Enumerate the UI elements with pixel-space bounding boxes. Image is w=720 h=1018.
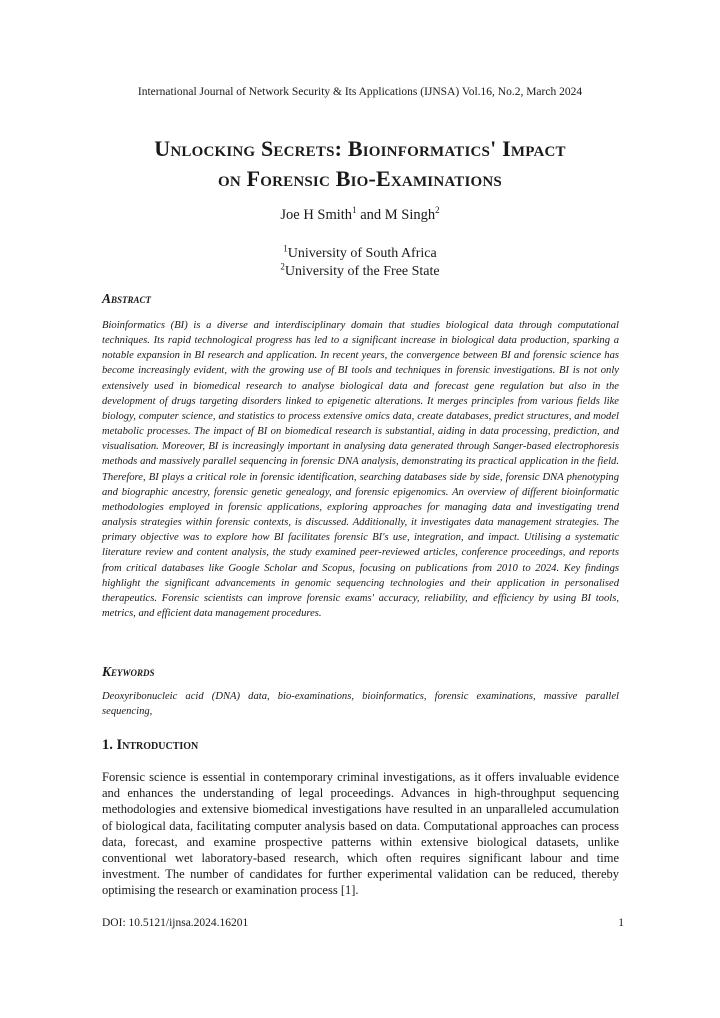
author-name: M Singh bbox=[384, 207, 436, 223]
doi-footer: DOI: 10.5121/ijnsa.2024.16201 bbox=[102, 917, 249, 929]
abstract-heading: Abstract bbox=[102, 291, 152, 306]
affiliation-list bbox=[0, 245, 720, 281]
keywords-heading: Keywords bbox=[102, 664, 155, 679]
section-title: Introduction bbox=[116, 737, 199, 753]
abstract-text: Bioinformatics (BI) is a diverse and interdisciplinary domain that studies biological data through computational techniques. Its rapid technological progress has led to a significant increase in biological data production, sparking a notable expansion in BI research and application. In recent years, the convergence between BI and forensic science has become increasingly evident, with the growing use of BI tools and techniques in forensic investigations. BI is not only extensively used in biomedical research to analyse biological data and forecast gene regulation but also in the development of drugs targeting disorders linked to epigenetic alterations. It merges principles from various fields like biology, computer science, and statistics to process extensive omics data, create databases, predict structures, and model metabolic processes. The impact of BI on biomedical research is substantial, aiding in data processing, prediction, and visualisation. Moreover, BI is increasingly important in analysing data generated through Sanger-based electrophoresis methods and massively parallel sequencing in forensic DNA analysis, demonstrating its practical application in the field. Therefore, BI plays a critical role in forensic identification, searching databases side by side, forensic DNA phenotyping and biographic ancestry, forensic genetic genealogy, and forensic epigenomics. An overview of different bioinformatic methodologies employed in forensic applications, exploring approaches for managing data and investigating trend analysis strategies within forensic contexts, is discussed. Additionally, it investigates data management strategies. The primary objective was to explore how BI facilitates forensic BI's use, integration, and impact. Utilising a systematic literature review and content analysis, the study examined peer-reviewed articles, conference proceedings, and reports from critical databases like Google Scholar and Scopus, focusing on publications from 2010 to 2024. Key findings highlight the significant advancements in genomic sequencing technologies and their application in personalised therapeutics. Forensic scientists can improve forensic exams' accuracy, reliability, and efficiency by using BI tools, metrics, and efficient data management procedures. bbox=[102, 320, 619, 619]
affiliation-mark: 1 bbox=[283, 243, 288, 254]
journal-header: International Journal of Network Security & Its Applications (IJNSA) Vol.16, No.2, March 2024 bbox=[137, 86, 583, 98]
affiliation-name: University of South Africa bbox=[287, 246, 437, 261]
author-list bbox=[0, 207, 720, 224]
author-affiliation-mark: 1 bbox=[352, 205, 357, 216]
page-number: 1 bbox=[618, 917, 624, 929]
introduction-heading bbox=[102, 737, 198, 754]
keywords-text: Deoxyribonucleic acid (DNA) data, bio-examinations, bioinformatics, forensic examinations, massive parallel sequencing, bbox=[102, 691, 619, 717]
paper-title-line-2: on Forensic Bio-Examinations bbox=[218, 166, 502, 191]
section-number: 1. bbox=[102, 737, 117, 753]
introduction-text: Forensic science is essential in contemporary criminal investigations, as it offers invaluable evidence and enhances the understanding of legal proceedings. Advances in high-throughput sequencing methodologies and extensive biomedical investigations have resulted in an unparalleled accumulation of biological data, facilitating computer analysis based on data. Computational approaches can process data, forecast, and examine prospective patterns within extensive biological datasets, unlike conventional wet laboratory-based research, which often requires significant labour and time investment. The number of candidates for further experimental validation can be reduced, thereby optimising the research or examination process [1]. bbox=[102, 770, 619, 898]
paper-title bbox=[60, 134, 660, 194]
author-name: Joe H Smith bbox=[280, 207, 353, 223]
paper-title-line-1: Unlocking Secrets: Bioinformatics' Impact bbox=[154, 136, 566, 161]
affiliation-name: University of the Free State bbox=[284, 264, 440, 279]
affiliation bbox=[0, 263, 720, 281]
affiliation bbox=[0, 245, 720, 263]
author-joiner: and bbox=[356, 207, 385, 223]
affiliation-mark: 2 bbox=[280, 261, 285, 272]
author-affiliation-mark: 2 bbox=[435, 205, 440, 216]
